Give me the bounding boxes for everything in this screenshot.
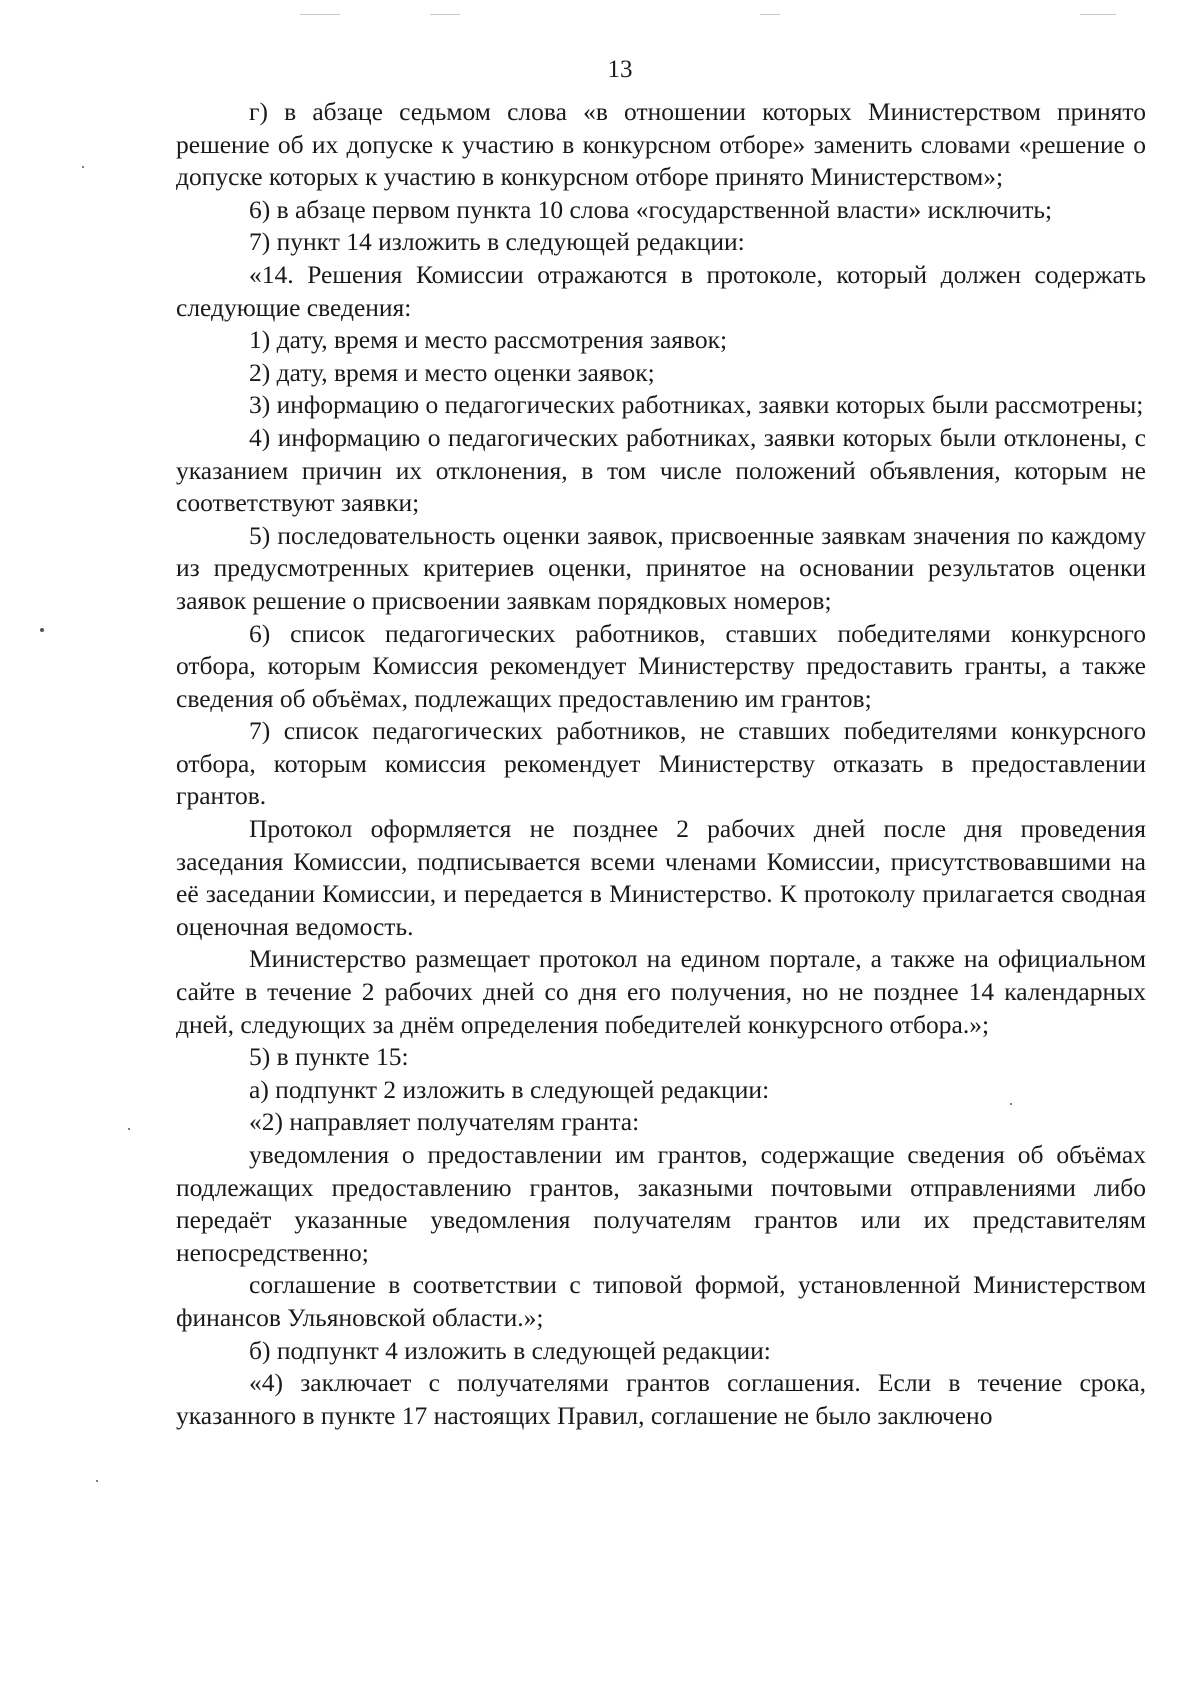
scan-artifact [430,14,460,15]
paragraph: «4) заключает с получателями грантов соглашения. Если в течение срока, указанного в пункте 17 настоящих Правил, соглашение не было заключено [176,1368,1146,1430]
paragraph: «2) направляет получателям гранта: [249,1107,640,1137]
paragraph: 5) в пункте 15: [249,1042,409,1072]
paragraph: б) подпункт 4 изложить в следующей редакции: [249,1335,771,1365]
paragraph: Министерство размещает протокол на едином портале, а также на официальном сайте в течение 2 рабочих дней со дня его получения, но не позднее 14 календарных дней, следующих за днём определения победителей конкурсного отбора.»; [176,944,1146,1039]
paragraph: 4) информацию о педагогических работниках, заявки которых были отклонены, с указанием причин их отклонения, в том числе положений объявления, которым не соответствуют заявки; [176,422,1146,518]
paragraph: 7) пункт 14 изложить в следующей редакции: [249,227,745,257]
paragraph: соглашение в соответствии с типовой формой, установленной Министерством финансов Ульяновской области.»; [176,1270,1146,1332]
paragraph: 5) последовательность оценки заявок, присвоенные заявкам значения по каждому из предусмотренных критериев оценки, принятое на основании результатов оценки заявок решение о присвоении заявкам порядковых номеров; [176,520,1146,615]
scan-artifact [300,14,340,15]
paragraph: 6) в абзаце первом пункта 10 слова «государственной власти» исключить; [249,194,1053,224]
page-number: 13 [607,56,633,83]
paragraph: 1) дату, время и место рассмотрения заявок; [249,325,728,355]
scan-artifact [1080,14,1116,15]
paragraph: 2) дату, время и место оценки заявок; [249,357,655,387]
scan-speck [128,1128,130,1130]
paragraph: уведомления о предоставлении им грантов, содержащие сведения об объёмах подлежащих предоставлению грантов, заказными почтовыми отправлениями либо передаёт указанные уведомления получателям грантов или их представителям непосредственно; [176,1140,1146,1267]
scan-speck [82,166,84,168]
scan-speck [96,1480,98,1482]
document-body [176,96,1146,1432]
paragraph: а) подпункт 2 изложить в следующей редакции: [249,1074,770,1104]
paragraph: Протокол оформляется не позднее 2 рабочих дней после дня проведения заседания Комиссии, подписывается всеми членами Комиссии, присутствовавшими на её заседании Комиссии, и передается в Министерство. К протоколу прилагается сводная оценочная ведомость. [176,814,1146,941]
scan-speck [40,628,44,632]
scan-artifact [760,14,780,15]
paragraph: 6) список педагогических работников, ставших победителями конкурсного отбора, которым Комиссия рекомендует Министерству предоставить гранты, а также сведения об объёмах, подлежащих предоставлению им грантов; [176,618,1146,713]
paragraph: г) в абзаце седьмом слова «в отношении которых Министерством принято решение об их допуске к участию в конкурсном отборе» заменить словами «решение о допуске которых к участию в конкурсном отборе принято Министерством»; [176,97,1146,192]
paragraph: 3) информацию о педагогических работниках, заявки которых были рассмотрены; [249,390,1144,420]
paragraph: «14. Решения Комиссии отражаются в протоколе, который должен содержать следующие сведения: [176,259,1146,322]
paragraph: 7) список педагогических работников, не ставших победителями конкурсного отбора, которым комиссия рекомендует Министерству отказать в предоставлении грантов. [176,716,1146,811]
